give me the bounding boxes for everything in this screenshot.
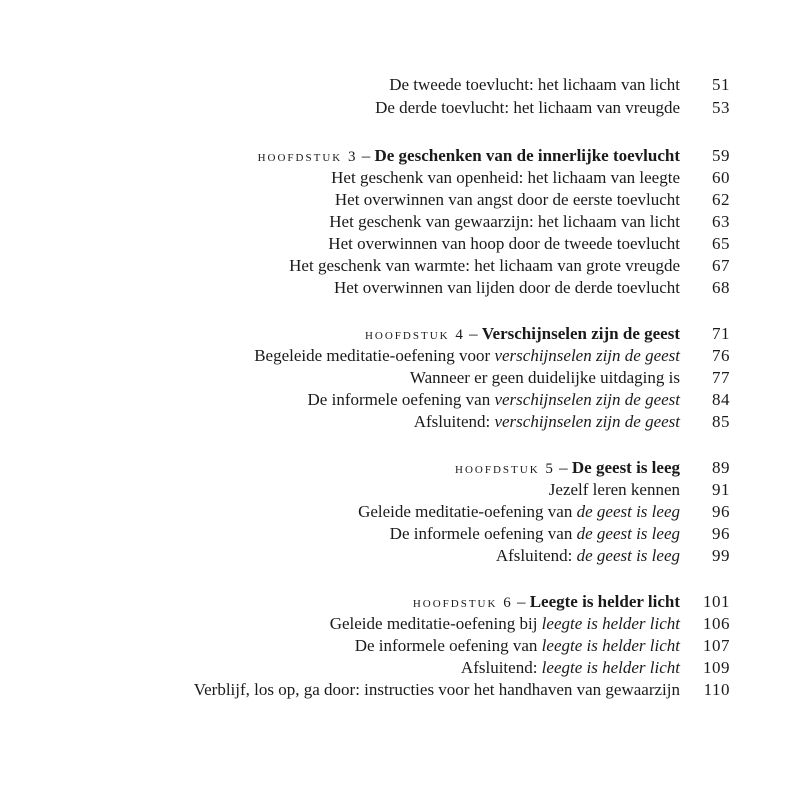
toc-page-number: 96 [712,524,730,543]
toc-entry-text: De informele oefening van [389,524,577,543]
toc-page-number: 76 [712,346,730,365]
toc-entry [331,167,680,189]
toc-entry-text: Jezelf leren kennen [548,480,680,499]
toc-page-number: 106 [703,614,730,633]
toc-entry-italic-text: leegte is helder licht [541,614,680,633]
toc-page-number: 53 [712,98,730,117]
toc-entry-text: Afsluitend: [495,546,577,565]
chapter-title: Verschijnselen zijn de geest [481,324,680,343]
toc-entry [410,367,680,389]
toc-entry [289,255,680,277]
chapter-title: De geest is leeg [571,458,680,477]
toc-entry [414,411,680,433]
toc-entry-text: Begeleide meditatie-oefening voor [254,346,495,365]
toc-entry-text: Afsluitend: [413,412,495,431]
toc-entry-italic-text: de geest is leeg [576,524,680,543]
toc-page-number: 71 [712,324,730,343]
toc-page-number: 107 [703,636,730,655]
toc-entry [334,277,680,299]
toc-entry-italic-text: leegte is helder licht [541,658,680,677]
toc-entry-text: Wanneer er geen duidelijke uitdaging is [409,368,680,387]
toc-page-number: 51 [712,75,730,94]
toc-entry [358,501,680,523]
toc-page-number: 96 [712,502,730,521]
toc-entry-text: Het overwinnen van lijden door de derde toevlucht [333,278,680,297]
toc-entry-text: Het overwinnen van angst door de eerste toevlucht [334,190,680,209]
chapter-title: De geschenken van de innerlijke toevlucht [374,146,680,165]
toc-entry [254,345,680,367]
toc-page-number: 65 [712,234,730,253]
toc-entry-text: De derde toevlucht: het lichaam van vreugde [375,98,680,117]
toc-entry [335,189,680,211]
toc-entry-text: De tweede toevlucht: het lichaam van licht [389,75,680,94]
toc-entry-italic-text: verschijnselen zijn de geest [494,412,680,431]
toc-page-number: 62 [712,190,730,209]
toc-entry-italic-text: verschijnselen zijn de geest [494,346,680,365]
toc-entry [461,657,680,679]
toc-entry [355,635,680,657]
toc-page-number: 60 [712,168,730,187]
toc-page-number: 63 [712,212,730,231]
toc-page-number: 89 [712,458,730,477]
toc-entry-italic-text: de geest is leeg [576,502,680,521]
toc-entry [375,97,680,119]
toc-entry-text: De informele oefening van [354,636,542,655]
toc-page-number: 67 [712,256,730,275]
toc-chapter-heading [413,591,680,614]
toc-entry-text: Afsluitend: [460,658,542,677]
toc-entry-text: De informele oefening van [307,390,495,409]
toc-page-number: 68 [712,278,730,297]
toc-page-number: 99 [712,546,730,565]
toc-chapter-heading [455,457,680,480]
toc-entry [389,74,680,96]
toc-entry [194,679,680,701]
chapter-label: hoofdstuk 4 [364,327,465,343]
toc-entry [330,613,680,635]
toc-page-number: 84 [712,390,730,409]
chapter-dash: – [512,592,530,611]
toc-page-number: 110 [703,680,730,699]
chapter-title: Leegte is helder licht [529,592,680,611]
toc-chapter-heading [258,145,680,168]
toc-chapter-heading [365,323,680,346]
chapter-dash: – [464,324,482,343]
chapter-dash: – [554,458,572,477]
toc-entry-text: Het overwinnen van hoop door de tweede toevlucht [328,234,680,253]
toc-page-number: 101 [703,592,730,611]
toc-page-number: 109 [703,658,730,677]
toc-entry-text: Geleide meditatie-oefening van [358,502,577,521]
toc-page-number: 59 [712,146,730,165]
chapter-label: hoofdstuk 6 [412,595,513,611]
toc-entry-text: Verblijf, los op, ga door: instructies voor het handhaven van gewaarzijn [193,680,680,699]
chapter-dash: – [357,146,375,165]
toc-entry-italic-text: leegte is helder licht [541,636,680,655]
toc-entry-italic-text: verschijnselen zijn de geest [494,390,680,409]
chapter-label: hoofdstuk 3 [257,149,358,165]
toc-entry [549,479,680,501]
toc-entry-text: Het geschenk van openheid: het lichaam van leegte [331,168,680,187]
toc-entry-text: Het geschenk van gewaarzijn: het lichaam van licht [329,212,680,231]
toc-entry-text: Geleide meditatie-oefening bij [329,614,542,633]
toc-entry-text: Het geschenk van warmte: het lichaam van grote vreugde [289,256,680,275]
toc-page-number: 77 [712,368,730,387]
toc-page-number: 85 [712,412,730,431]
toc-page-number: 91 [712,480,730,499]
toc-entry [308,389,680,411]
toc-entry [329,211,680,233]
toc-entry [328,233,680,255]
toc-entry-italic-text: de geest is leeg [576,546,680,565]
toc-entry [390,523,680,545]
chapter-label: hoofdstuk 5 [455,461,555,477]
toc-entry [496,545,680,567]
